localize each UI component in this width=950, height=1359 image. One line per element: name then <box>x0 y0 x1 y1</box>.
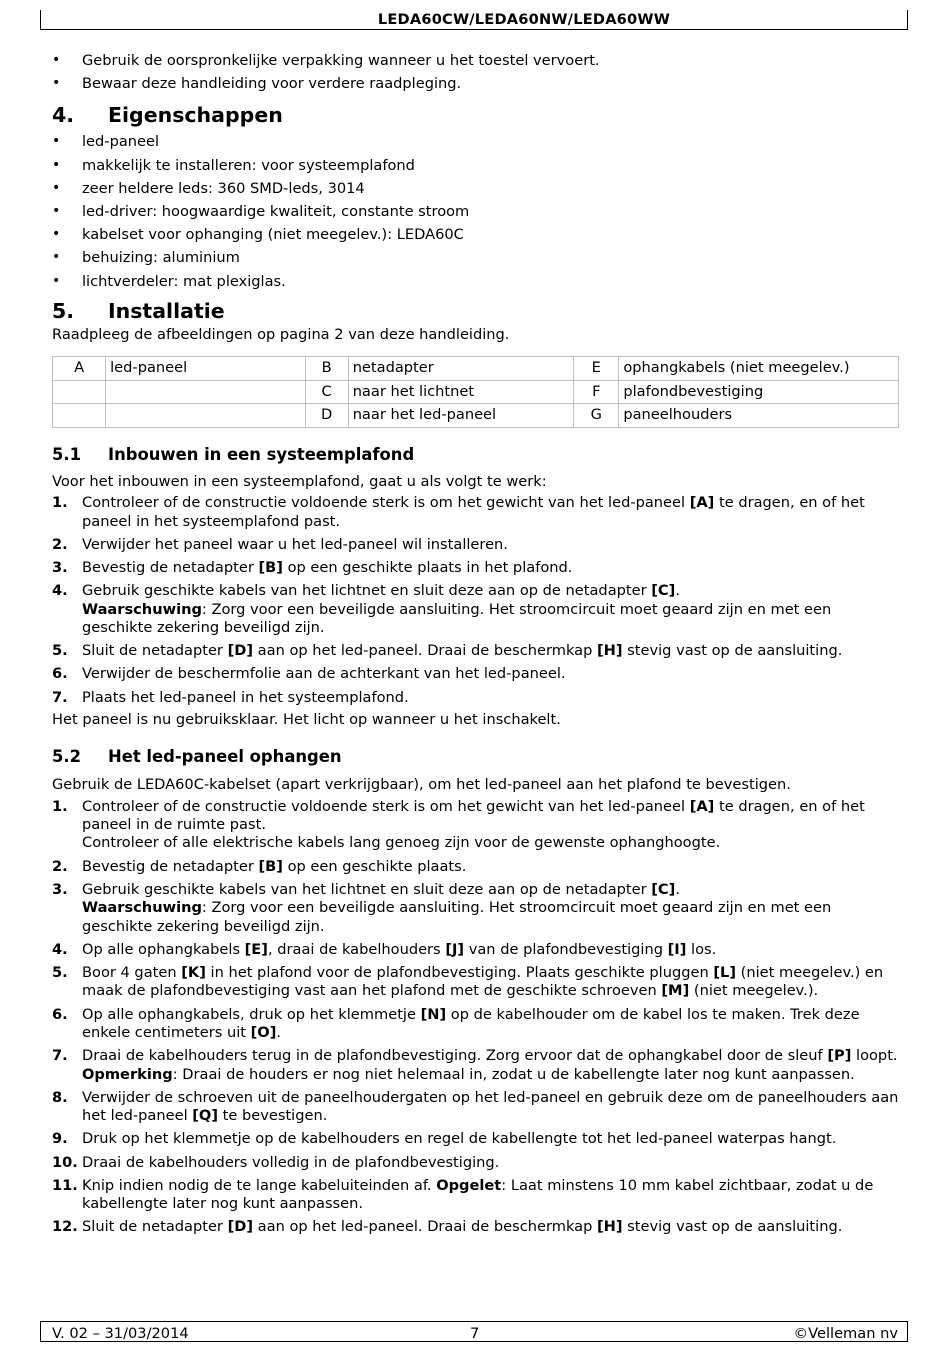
step-number: 2. <box>52 857 68 875</box>
step-item <box>52 494 902 531</box>
section-heading-eigenschappen <box>52 102 902 128</box>
legend-label <box>106 404 305 428</box>
step-item <box>52 1089 902 1126</box>
legend-label <box>106 380 305 404</box>
step-number: 1. <box>52 494 68 512</box>
step-item <box>52 665 902 683</box>
step-text <box>82 494 865 529</box>
section-number: 4. <box>52 103 75 128</box>
text-fragment: . <box>675 582 680 600</box>
text-fragment: Verwijder het paneel waar u het led-paneel wil installeren. <box>82 535 508 553</box>
subsection-intro: Gebruik de LEDA60C-kabelset (apart verkrijgbaar), om het led-paneel aan het plafond te bevestigen. <box>52 776 791 794</box>
text-fragment: (niet meegelev.). <box>689 982 819 1000</box>
table-row <box>53 404 899 428</box>
legend-key: E <box>574 357 619 381</box>
legend-label: plafondbevestiging <box>619 380 899 404</box>
step-number: 4. <box>52 940 68 958</box>
features-list <box>52 130 902 292</box>
step-number: 11. <box>52 1176 78 1194</box>
text-fragment: Druk op het klemmetje op de kabelhouders en regel de kabellengte tot het led-paneel waterpas hangt. <box>82 1130 837 1148</box>
step-text <box>82 1177 873 1212</box>
reference-label: [J] <box>445 940 465 958</box>
text-fragment: Draai de kabelhouders volledig in de plafondbevestiging. <box>82 1153 500 1171</box>
subsection-heading-ophangen <box>52 746 902 768</box>
text-fragment: Gebruik geschikte kabels van het lichtnet en sluit deze aan op de netadapter <box>82 582 652 600</box>
legend-label: led-paneel <box>106 357 305 381</box>
step-item <box>52 858 902 876</box>
step-text <box>82 1218 842 1235</box>
text-fragment: Bevestig de netadapter <box>82 857 259 875</box>
step-number: 12. <box>52 1218 78 1236</box>
section-number: 5.1 <box>52 444 82 464</box>
step-text <box>82 536 508 553</box>
legend-key: A <box>53 357 106 381</box>
step-item <box>52 941 902 959</box>
step-text <box>82 582 680 599</box>
list-item: • Gebruik de oorspronkelijke verpakking wanneer u het toestel vervoert. <box>52 49 902 72</box>
step-text <box>82 1006 860 1041</box>
text-fragment: Controleer of de constructie voldoende sterk is om het gewicht van het led-paneel <box>82 797 690 815</box>
text-fragment: Sluit de netadapter <box>82 642 228 660</box>
warning-label: Waarschuwing <box>82 600 202 618</box>
legend-label: netadapter <box>348 357 574 381</box>
text-fragment: . <box>276 1024 282 1042</box>
list-item: • behuizing: aluminium <box>52 246 902 269</box>
list-item: • makkelijk te installeren: voor systeemplafond <box>52 154 902 177</box>
footer-version: V. 02 – 31/03/2014 <box>52 1325 189 1342</box>
warning-note <box>82 899 902 936</box>
list-item: • led-paneel <box>52 130 902 153</box>
step-item <box>52 642 902 660</box>
step-item <box>52 582 902 637</box>
text-fragment: Op alle ophangkabels <box>82 940 245 958</box>
text-fragment: in het plafond voor de plafondbevestiging. Plaats geschikte pluggen <box>205 964 714 982</box>
step-item <box>52 1006 902 1043</box>
header-title: LEDA60CW/LEDA60NW/LEDA60WW <box>377 11 670 28</box>
list-item: • led-driver: hoogwaardige kwaliteit, constante stroom <box>52 200 902 223</box>
step-item <box>52 964 902 1001</box>
step-number: 5. <box>52 964 68 982</box>
reference-label: [C] <box>651 880 676 898</box>
reference-label: [L] <box>713 964 737 982</box>
step-item <box>52 798 902 853</box>
text-fragment: Verwijder de beschermfolie aan de achterkant van het led-paneel. <box>82 665 566 683</box>
reference-label: [D] <box>227 1218 254 1236</box>
text-fragment: te bevestigen. <box>218 1107 328 1125</box>
steps-list-5-1 <box>52 494 902 707</box>
section-title: Inbouwen in een systeemplafond <box>108 444 415 464</box>
reference-label: [P] <box>827 1047 852 1065</box>
reference-label: Opgelet <box>436 1176 502 1194</box>
reference-label: [B] <box>258 857 283 875</box>
text-fragment: (niet meegelev.) en maak de plafondbevestiging vast aan het plafond met de geschikte schroeven <box>82 964 884 1000</box>
text-fragment: Op alle ophangkabels, druk op het klemmetje <box>82 1005 421 1023</box>
reference-label: [Q] <box>192 1107 219 1125</box>
text-fragment: van de plafondbevestiging <box>464 940 668 958</box>
reference-label: [H] <box>596 1218 623 1236</box>
text-fragment: stevig vast op de aansluiting. <box>622 1218 843 1236</box>
step-number: 4. <box>52 582 68 600</box>
step-text <box>82 1089 898 1124</box>
step-text <box>82 798 865 833</box>
step-item <box>52 536 902 554</box>
legend-key: D <box>305 404 348 428</box>
step-item <box>52 1130 902 1148</box>
subsection-heading-inbouwen <box>52 444 902 466</box>
section-title: Het led-paneel ophangen <box>108 747 342 767</box>
reference-label: [C] <box>651 582 676 600</box>
step-number: 7. <box>52 1047 68 1065</box>
reference-label: [I] <box>667 940 687 958</box>
text-fragment: aan op het led-paneel. Draai de beschermkap <box>253 1218 597 1236</box>
step-item <box>52 1177 902 1214</box>
warning-label: Waarschuwing <box>82 899 202 917</box>
step-text <box>82 1047 898 1082</box>
reference-label: [H] <box>596 642 623 660</box>
step-number: 6. <box>52 665 68 683</box>
section-intro: Raadpleeg de afbeeldingen op pagina 2 van deze handleiding. <box>52 325 510 343</box>
text-fragment: Verwijder de schroeven uit de paneelhoudergaten op het led-paneel en gebruik deze om de paneelhouders aan het led-paneel <box>82 1088 899 1125</box>
step-extra-text: Controleer of alle elektrische kabels lang genoeg zijn voor de gewenste ophanghoogte. <box>82 834 721 852</box>
text-fragment: , draai de kabelhouders <box>267 940 446 958</box>
step-number: 10. <box>52 1153 78 1171</box>
text-fragment: te dragen, en of het paneel in de ruimte past. <box>82 797 865 833</box>
reference-label: Opmerking <box>82 1065 173 1083</box>
table-row <box>53 380 899 404</box>
section-number: 5.2 <box>52 747 82 767</box>
reference-label: [E] <box>244 940 268 958</box>
legend-key: C <box>305 380 348 404</box>
text-fragment: aan op het led-paneel. Draai de beschermkap <box>253 642 597 660</box>
text-fragment: op een geschikte plaats. <box>282 857 467 875</box>
section-heading-installatie <box>52 298 902 324</box>
subsection-intro: Voor het inbouwen in een systeemplafond, gaat u als volgt te werk: <box>52 472 547 490</box>
step-item <box>52 1154 902 1172</box>
reference-label: [B] <box>258 558 283 576</box>
text-fragment: : Laat minstens 10 mm kabel zichtbaar, zodat u de kabellengte later nog kunt aanpassen. <box>82 1176 874 1213</box>
reference-label: [K] <box>181 964 206 982</box>
footer-page-number: 7 <box>470 1325 480 1342</box>
reference-label: [D] <box>227 642 254 660</box>
legend-key <box>53 380 106 404</box>
step-text <box>82 941 716 958</box>
reference-label: [M] <box>661 982 690 1000</box>
legend-label: ophangkabels (niet meegelev.) <box>619 357 899 381</box>
step-item <box>52 1047 902 1084</box>
warning-text: : Zorg voor een beveiligde aansluiting. Het stroomcircuit moet geaard zijn en met een geschikte zekering beveiligd zijn. <box>82 899 832 935</box>
step-text <box>82 559 572 576</box>
step-text <box>82 858 466 875</box>
text-fragment: : Draai de houders er nog niet helemaal in, zodat u de kabellengte later nog kunt aanpassen. <box>172 1065 855 1083</box>
step-number: 5. <box>52 642 68 660</box>
subsection-outro: Het paneel is nu gebruiksklaar. Het licht op wanneer u het inschakelt. <box>52 710 561 728</box>
legend-label: naar het led-paneel <box>348 404 574 428</box>
section-title: Installatie <box>108 298 225 323</box>
text-fragment: Draai de kabelhouders terug in de plafondbevestiging. Zorg ervoor dat de ophangkabel door de sleuf <box>82 1047 828 1065</box>
text-fragment: Boor 4 gaten <box>82 964 182 982</box>
step-item <box>52 881 902 936</box>
step-text <box>82 665 566 682</box>
legend-table <box>52 356 899 428</box>
step-text <box>82 881 680 898</box>
legend-key <box>53 404 106 428</box>
text-fragment: Knip indien nodig de te lange kabeluiteinden af. <box>82 1176 437 1194</box>
legend-key: B <box>305 357 348 381</box>
reference-label: [O] <box>250 1024 277 1042</box>
intro-bullet-list <box>52 49 902 95</box>
step-number: 9. <box>52 1130 68 1148</box>
text-fragment: Bevestig de netadapter <box>82 558 259 576</box>
step-text <box>82 1154 499 1171</box>
step-number: 8. <box>52 1088 68 1106</box>
text-fragment: te dragen, en of het paneel in het systeemplafond past. <box>82 494 865 530</box>
step-number: 7. <box>52 688 68 706</box>
step-item <box>52 689 902 707</box>
text-fragment: Sluit de netadapter <box>82 1218 228 1236</box>
text-fragment: Controleer of de constructie voldoende sterk is om het gewicht van het led-paneel <box>82 494 690 512</box>
section-number: 5. <box>52 298 75 323</box>
legend-label: naar het lichtnet <box>348 380 574 404</box>
reference-label: [A] <box>689 494 715 512</box>
steps-list-5-2 <box>52 798 902 1237</box>
page-content <box>52 49 902 1242</box>
text-fragment: . <box>675 880 680 898</box>
reference-label: [N] <box>420 1005 447 1023</box>
step-text <box>82 964 883 999</box>
reference-label: [A] <box>689 797 715 815</box>
warning-note <box>82 601 902 638</box>
list-item: • zeer heldere leds: 360 SMD-leds, 3014 <box>52 177 902 200</box>
text-fragment: op een geschikte plaats in het plafond. <box>282 558 573 576</box>
table-row <box>53 357 899 381</box>
list-item: • kabelset voor ophanging (niet meegelev.): LEDA60C <box>52 223 902 246</box>
step-number: 2. <box>52 535 68 553</box>
list-item: • lichtverdeler: mat plexiglas. <box>52 270 902 293</box>
step-number: 3. <box>52 558 68 576</box>
text-fragment: stevig vast op de aansluiting. <box>622 642 843 660</box>
footer-copyright: ©Velleman nv <box>793 1325 898 1342</box>
step-number: 3. <box>52 880 68 898</box>
text-fragment: loopt. <box>851 1047 898 1065</box>
legend-label: paneelhouders <box>619 404 899 428</box>
warning-text: : Zorg voor een beveiligde aansluiting. Het stroomcircuit moet geaard zijn en met een geschikte zekering beveiligd zijn. <box>82 600 832 636</box>
text-fragment: los. <box>686 940 717 958</box>
step-text <box>82 689 409 706</box>
text-fragment: op de kabelhouder om de kabel los te maken. Trek deze enkele centimeters uit <box>82 1005 860 1042</box>
step-number: 6. <box>52 1005 68 1023</box>
text-fragment: Plaats het led-paneel in het systeemplafond. <box>82 688 409 706</box>
step-text <box>82 1130 836 1147</box>
legend-key: F <box>574 380 619 404</box>
step-text <box>82 642 842 659</box>
step-item <box>52 559 902 577</box>
step-number: 1. <box>52 797 68 815</box>
step-item <box>52 1218 902 1236</box>
text-fragment: Gebruik geschikte kabels van het lichtnet en sluit deze aan op de netadapter <box>82 880 652 898</box>
section-title: Eigenschappen <box>108 103 283 128</box>
legend-key: G <box>574 404 619 428</box>
list-item: • Bewaar deze handleiding voor verdere raadpleging. <box>52 72 902 95</box>
